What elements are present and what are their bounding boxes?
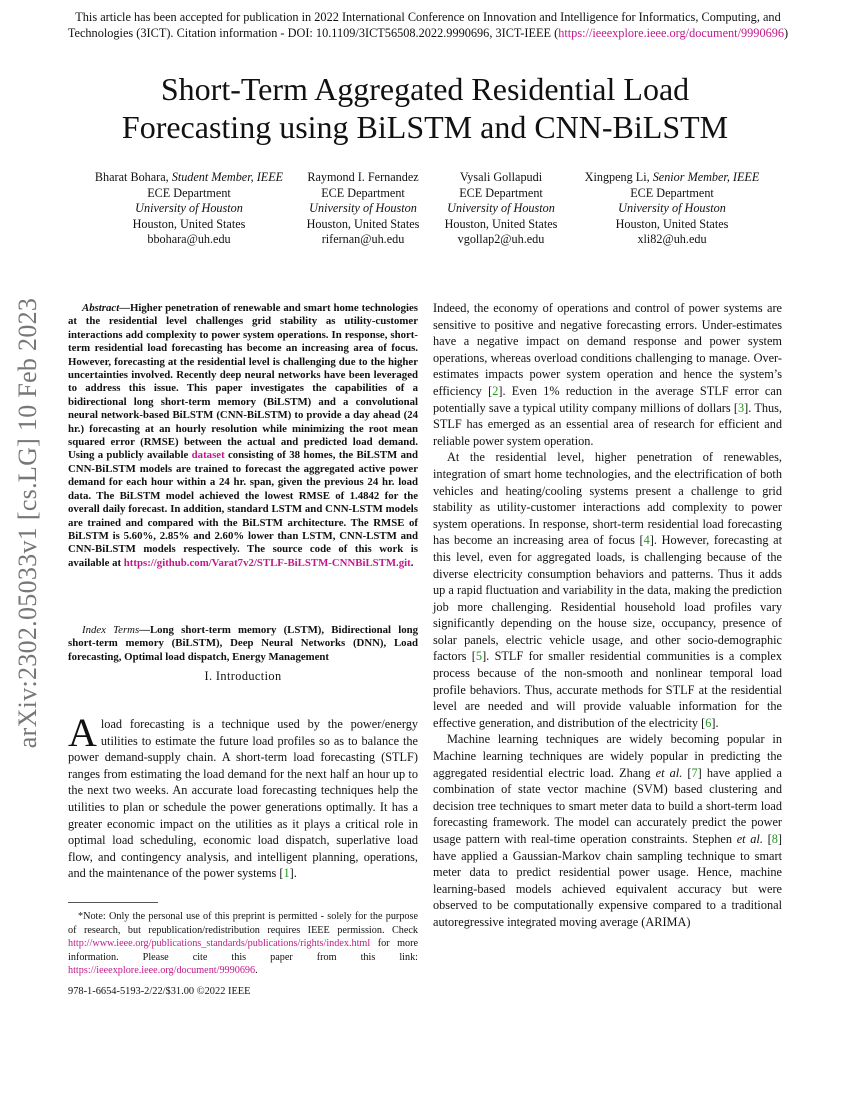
arxiv-stamp: [6, 298, 50, 748]
text: [: [762, 832, 772, 846]
footnote-text: *Note: Only the personal use of this preprint is permitted - solely for the purpose of research, but republication/redistribution requires IEEE permission. Check: [68, 911, 418, 936]
right-column: [433, 300, 782, 931]
citation-2[interactable]: 2: [492, 383, 499, 398]
et-al: et al.: [736, 832, 763, 846]
author-dept: ECE Department: [459, 185, 543, 200]
dataset-link[interactable]: dataset: [191, 449, 225, 462]
author-dept: ECE Department: [630, 185, 714, 200]
text: ] have applied a combination of state vector machine (SVM) based clustering and decision tree techniques to smart meter data to build a short-term load forecasting framework. The model can accurately predict the power usage pattern with real-time operation constraints. Stephen: [433, 765, 782, 846]
footnote-link-rights[interactable]: http://www.ieee.org/publications_standards/publications/rights/index.html: [68, 938, 371, 949]
footnote-end: .: [255, 965, 258, 976]
section-heading: I. Introduction: [204, 669, 282, 683]
citation-7[interactable]: 7: [691, 765, 698, 780]
author-email: xli82@uh.edu: [637, 232, 707, 246]
source-code-link[interactable]: https://github.com/Varat7v2/STLF-BiLSTM-CNNBiLSTM.git: [123, 556, 411, 569]
isbn-copyright: 978-1-6654-5193-2/22/$31.00 ©2022 IEEE: [68, 986, 251, 997]
author-name: Raymond I. Fernandez: [307, 170, 419, 184]
author-email: rifernan@uh.edu: [321, 232, 405, 246]
text: ].: [711, 715, 719, 730]
footnote: [68, 910, 418, 978]
index-terms: [68, 624, 418, 664]
publication-notice: [58, 9, 798, 41]
notice-text: This article has been accepted for publication in 2022 International Conference on Innovation and Intelligence for Informatics, Computing, and Technologies (3ICT). Citation information - DOI: 10.1109/3ICT56508.2022.9990696, 3ICT-IEEE (: [67, 10, 781, 40]
index-terms-label: Index Terms: [82, 624, 140, 636]
text: ]. Even 1% reduction in the average STLF error can potentially save a typical utility company millions of dollars [: [433, 383, 782, 415]
citation-1[interactable]: 1: [283, 866, 290, 881]
intro-text: load forecasting is a technique used by the power/energy utilities to estimate the future load profiles so as to balance the power demand-supply chain. A short-term load forecasting (STLF) ranges from estimating the load demand for the next half an hour up to the next two weeks. An accurate load forecasting techniques help the utilities to plan or schedule the power generations optimally. It has a greater economic impact on the utilities as it plays a critical role in optimal load scheduling, economic load dispatch, superlative load flow, and contingency analysis, and intelligent planning, operations, and the maintenance of the power systems [: [68, 717, 418, 881]
paragraph-economy: [433, 300, 782, 449]
text: At the residential level, higher penetration of renewables, integration of smart home technologies, and the electrification of both vehicles and heating/cooling systems present a challenge to grid stability as utility-customer interactions add complexity to power system operations. In response, short-term residential load forecasting has become an increasing area of focus [: [433, 450, 782, 548]
author-name: Bharat Bohara,: [94, 170, 172, 184]
footnote-link-ieee[interactable]: https://ieeexplore.ieee.org/document/9990696: [68, 965, 256, 976]
notice-close: ): [784, 26, 789, 40]
introduction-paragraph: [68, 710, 418, 882]
text: ] have applied a Gaussian-Markov chain sampling technique to smart meter data to predict residential power usage. Hence, machine learning-based models achieved equivalent accuracy but were observed to be computationally expensive compared to a traditional autoregressive integrated moving average (ARIMA): [433, 832, 782, 929]
footnote-rule: [68, 902, 158, 903]
author-dept: ECE Department: [147, 185, 231, 200]
author-block-3: [436, 170, 566, 248]
citation-5[interactable]: 5: [475, 649, 483, 664]
author-location: Houston, United States: [615, 216, 729, 231]
abstract-text-1: —Higher penetration of renewable and smart home technologies at the residential level challenges grid stability as utility-customer interactions add complexity to power system operations. In response, short-term residential load forecasting has become an increasing area of focus. However, forecasting at the residential level is challenging due to the higher uncertainties involved. Recently deep neural networks have been leveraged to address this issue. This paper investigates the capabilities of a bidirectional long short-term memory (BiLSTM) and a convolutional neural network-based BiLSTM (CNN-BiLSTM) to provide a day ahead (24 hr.) forecasting at an hourly resolution while minimizing the root mean squared error (RMSE) between the actual and predicted load demand. Using a publicly available: [68, 302, 418, 462]
author-email: bbohara@uh.edu: [147, 232, 231, 246]
paragraph-machine-learning: [433, 731, 782, 930]
text: ]. However, forecasting at this level, even for aggregated loads, is challenging because of the diverse electricity consumption behaviors and patterns. Thus it adds up a rapid fluctuation and variability in the data, making the prediction job more challenging. Residential household load profiles vary significantly depending on the house size, occupancy, presence of solar panels, electric vehicle usage, and other socio-demographic factors [: [433, 533, 782, 664]
author-location: Houston, United States: [132, 216, 246, 231]
et-al: et al.: [655, 765, 683, 780]
author-role: Senior Member, IEEE: [652, 170, 760, 184]
author-email: vgollap2@uh.edu: [457, 232, 545, 246]
author-univ: University of Houston: [618, 201, 726, 215]
arxiv-id: arXiv:2302.05033v1 [cs.LG] 10 Feb 2023: [13, 297, 42, 749]
text: Machine learning techniques are widely becoming popular in Machine learning techniques are widely popular in predicting the aggregated residential electric load. Zhang: [433, 732, 782, 780]
author-location: Houston, United States: [306, 216, 420, 231]
citation-3[interactable]: 3: [737, 400, 745, 415]
author-block-4: [574, 170, 770, 248]
author-dept: ECE Department: [321, 185, 405, 200]
text: ]. Thus, STLF has emerged as an essential area of research for efficient and reliable power system operation.: [433, 400, 782, 448]
abstract-text-2: consisting of 38 homes, the BiLSTM and CNN-BiLSTM models are trained to forecast the aggregated active power demand for each hour within a 24 hr. span, given the previous 24 hr. load data. The BiLSTM model achieved the lowest RMSE of 1.4842 for the overall daily forecast. In addition, standard LSTM and CNN-LSTM models are trained and compared with the BiLSTM architecture. The RMSE of BiLSTM is 5.60%, 2.85% and 2.60% lower than LSTM, CNN-LSTM and CNN-BiLSTM models respectively. The source code of this work is available at: [68, 449, 418, 569]
text: Indeed, the economy of operations and control of power systems are sensitive to positive and negative forecasting errors. Under-estimates have a negative impact on demand response and power system operations, whereas overload conditions challenging to manage. Over-estimates impacts power system operation and hence the system’s efficiency [: [433, 301, 782, 398]
author-univ: University of Houston: [447, 201, 555, 215]
author-block-1: [90, 170, 288, 248]
title-line-2: Forecasting using BiLSTM and CNN-BiLSTM: [121, 109, 729, 145]
notice-link[interactable]: https://ieeexplore.ieee.org/document/9990696: [558, 26, 785, 40]
footnote-mid: for more information. Please cite this paper from this link:: [68, 938, 418, 963]
drop-cap: A: [68, 710, 97, 755]
citation-8[interactable]: 8: [771, 832, 778, 846]
abstract: [68, 302, 418, 570]
author-location: Houston, United States: [444, 216, 558, 231]
text: [: [682, 765, 692, 780]
abstract-label: Abstract: [82, 302, 120, 314]
paper-title: [60, 70, 790, 146]
author-name: Xingpeng Li,: [584, 170, 653, 184]
author-univ: University of Houston: [135, 201, 243, 215]
citation-4[interactable]: 4: [643, 533, 650, 548]
author-name: Vysali Gollapudi: [459, 170, 543, 184]
intro-end: ].: [289, 866, 297, 881]
abstract-end: .: [410, 556, 414, 569]
author-univ: University of Houston: [309, 201, 417, 215]
citation-6[interactable]: 6: [705, 715, 712, 730]
paragraph-residential: [433, 449, 782, 731]
author-block-2: [296, 170, 430, 248]
title-line-1: Short-Term Aggregated Residential Load: [160, 71, 690, 107]
index-terms-text: —Long short-term memory (LSTM), Bidirectional long short-term memory (BiLSTM), Deep Neural Networks (DNN), Load forecasting, Optimal load dispatch, Energy Management: [68, 624, 418, 663]
author-role: Student Member, IEEE: [171, 170, 284, 184]
text: ]. STLF for smaller residential communities is a complex process because of the non-smooth and nonlinear temporal load profile behaviors. Thus, accurate methods for STLF at the residential level are needed and will provide valuable information for the effective generation, and distribution of the electricity [: [433, 649, 782, 730]
